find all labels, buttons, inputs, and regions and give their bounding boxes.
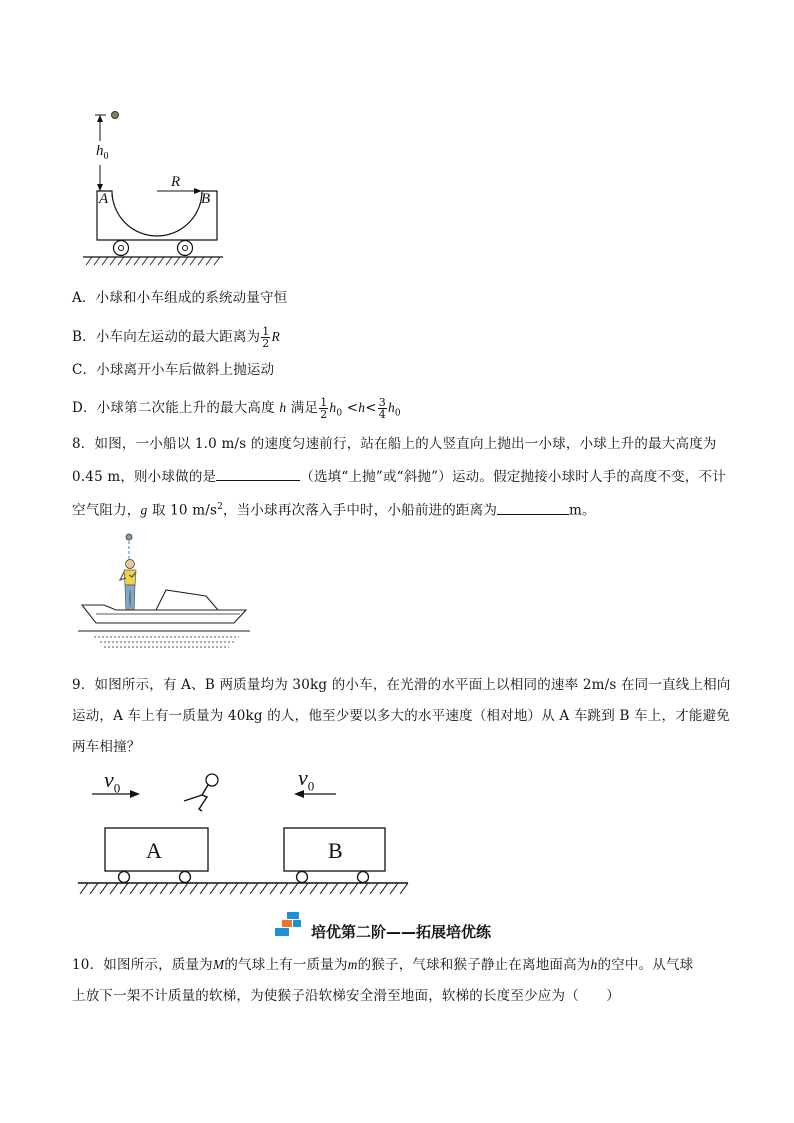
v0-right-label: $v_0$ bbox=[298, 765, 315, 794]
cart-a-label: A bbox=[146, 838, 162, 863]
cart-figure bbox=[78, 105, 228, 270]
option-d: D．小球第二次能上升的最大高度 h 满足 $\frac{1}{2}$ $h_0 <h<$ $\frac{3}{4}$ $h_0$ bbox=[72, 396, 401, 421]
cart-b-label: B bbox=[328, 838, 343, 863]
boat-cabin bbox=[156, 590, 218, 610]
r-label: R bbox=[171, 174, 181, 190]
a-label: A bbox=[99, 191, 109, 207]
option-b: B．小车向左运动的最大距离为 $\frac{1}{2}$ R bbox=[72, 325, 280, 350]
section-title: 培优第二阶——拓展培优练 bbox=[311, 923, 492, 941]
ball bbox=[112, 112, 119, 119]
cart-body bbox=[97, 191, 217, 240]
two-carts-figure bbox=[74, 765, 414, 900]
thrown-ball bbox=[126, 534, 132, 540]
q9-line1: 9．如图所示，有 A、B 两质量均为 30kg 的小车，在光滑的水平面上以相同的速率 2m/s 在同一直线上相向 bbox=[72, 677, 731, 693]
option-c: C．小球离开小车后做斜上抛运动 bbox=[72, 362, 275, 378]
q8-line2: 0.45 m，则小球做的是 （选填“上抛”或“斜抛”）运动。假定抛接小球时人手的高度不变，不计 bbox=[72, 466, 726, 487]
h0-label: $h_0$ bbox=[96, 143, 109, 162]
person bbox=[120, 560, 136, 614]
q10-line1: 10．如图所示，质量为M的气球上有一质量为m的猴子，气球和猴子静止在离地面高为h的空中。从气球 bbox=[72, 957, 694, 973]
q9-line3: 两车相撞？ bbox=[72, 739, 141, 755]
q8-line1: 8．如图，一小船以 1.0 m/s 的速度匀速前行，站在船上的人竖直向上抛出一小球，小球上升的最大高度为 bbox=[72, 436, 717, 452]
jumping-person bbox=[184, 774, 218, 811]
b-label: B bbox=[201, 191, 211, 207]
option-a: A．小球和小车组成的系统动量守恒 bbox=[72, 290, 288, 306]
q8-blank-1[interactable] bbox=[216, 466, 300, 481]
section-decoration-icon bbox=[273, 911, 307, 937]
q9-line2: 运动，A 车上有一质量为 40kg 的人，他至少要以多大的水平速度（相对地）从 A 车跳到 B 车上，才能避免 bbox=[72, 708, 730, 724]
boat-figure bbox=[74, 530, 254, 655]
q10-line2: 上放下一架不计质量的软梯，为使猴子沿软梯安全滑至地面，软梯的长度至少应为（ ） bbox=[72, 988, 620, 1004]
v0-left-label: $v_0$ bbox=[104, 767, 121, 796]
q8-blank-2[interactable] bbox=[497, 500, 569, 515]
q8-line3: 空气阻力，g 取 10 $m/s^2$，当小球再次落入手中时，小船前进的距离为 m。 bbox=[72, 497, 596, 521]
